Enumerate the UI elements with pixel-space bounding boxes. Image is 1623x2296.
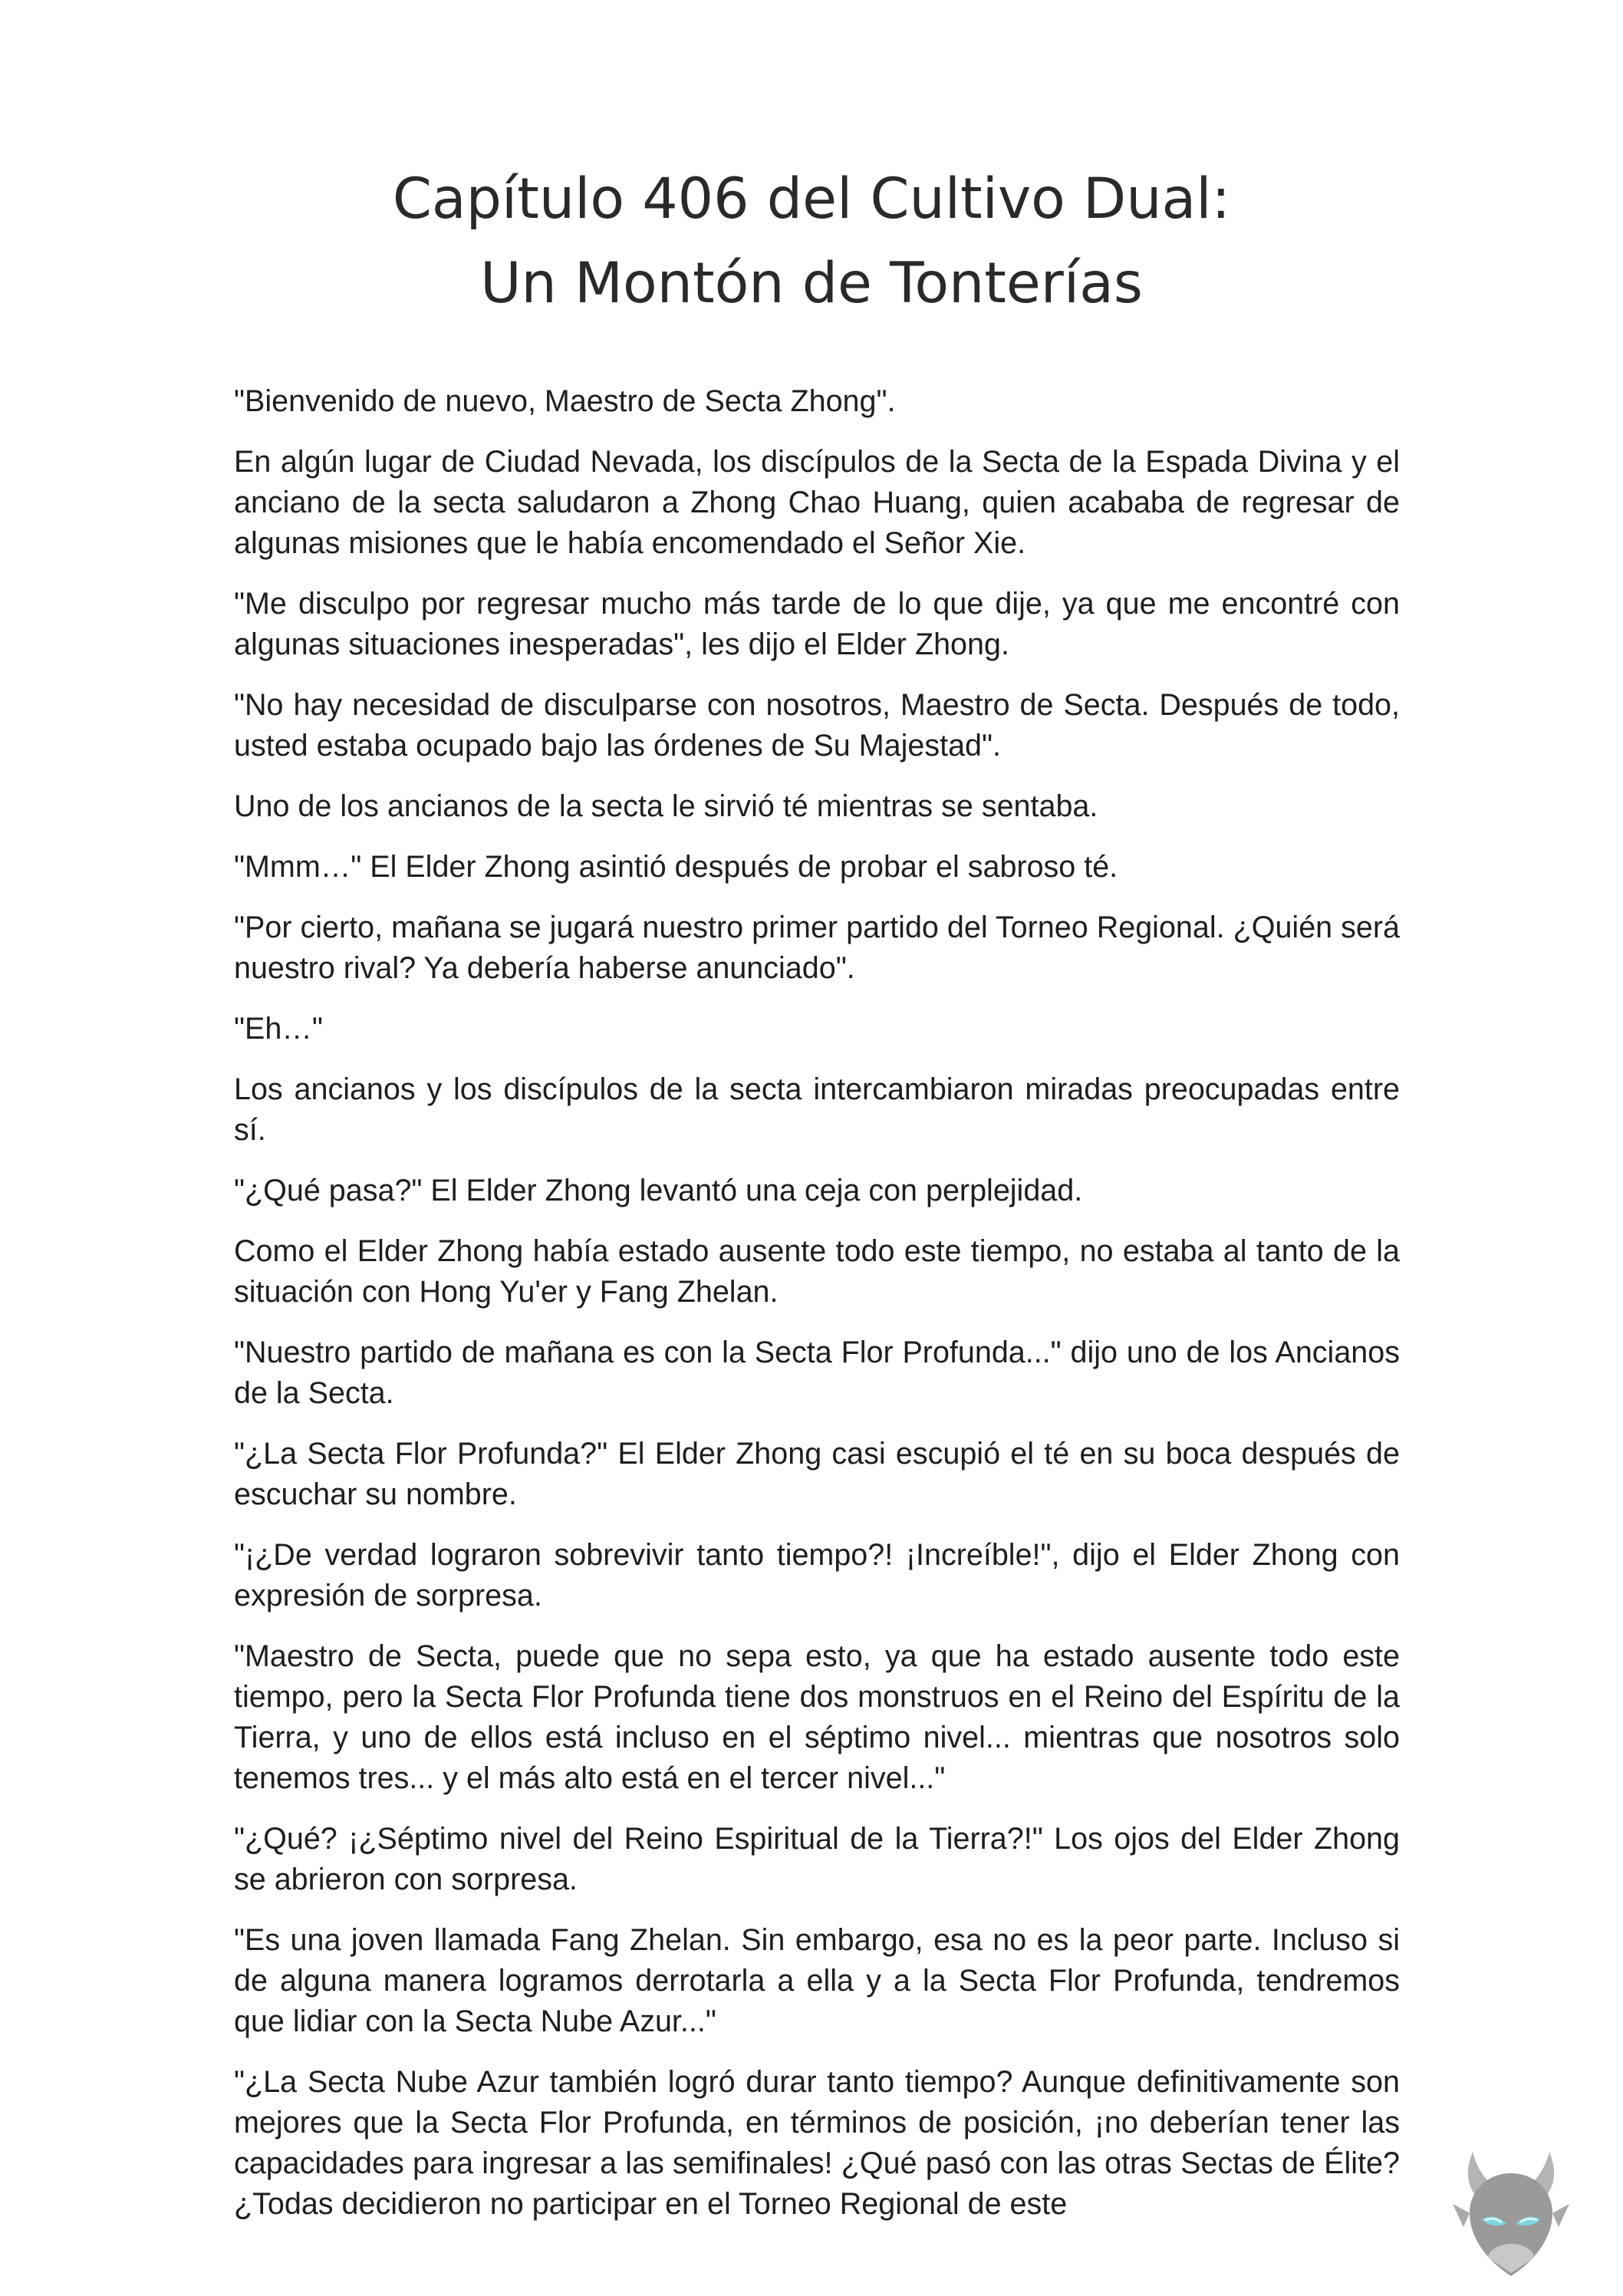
paragraph: "Eh…" <box>234 1012 323 1046</box>
paragraph: Uno de los ancianos de la secta le sirvió té mientras se sentaba. <box>234 789 1098 823</box>
paragraph: "No hay necesidad de disculparse con nosotros, Maestro de Secta. Después de todo, usted estaba ocupado bajo las órdenes de Su Majestad". <box>234 688 1400 763</box>
logo-face-shadow <box>1488 2244 1534 2273</box>
demon-head-logo-icon <box>1434 2129 1588 2282</box>
chapter-title <box>0 157 1623 326</box>
paragraph: "¡¿De verdad lograron sobrevivir tanto tiempo?! ¡Increíble!", dijo el Elder Zhong con expresión de sorpresa. <box>234 1538 1400 1612</box>
chapter-body <box>234 381 1400 2225</box>
paragraph: "¿La Secta Flor Profunda?" El Elder Zhong casi escupió el té en su boca después de escuchar su nombre. <box>234 1437 1400 1511</box>
paragraph: En algún lugar de Ciudad Nevada, los discípulos de la Secta de la Espada Divina y el anciano de la secta saludaron a Zhong Chao Huang, quien acababa de regresar de algunas misiones que le había encomendado el Señor Xie. <box>234 445 1400 560</box>
paragraph: "Bienvenido de nuevo, Maestro de Secta Zhong". <box>234 384 896 418</box>
paragraph: Como el Elder Zhong había estado ausente todo este tiempo, no estaba al tanto de la situación con Hong Yu'er y Fang Zhelan. <box>234 1234 1400 1309</box>
paragraph: "¿Qué pasa?" El Elder Zhong levantó una ceja con perplejidad. <box>234 1174 1083 1207</box>
paragraph: "¿Qué? ¡¿Séptimo nivel del Reino Espiritual de la Tierra?!" Los ojos del Elder Zhong se abrieron con sorpresa. <box>234 1822 1400 1896</box>
paragraph: Los ancianos y los discípulos de la secta intercambiaron miradas preocupadas entre sí. <box>234 1072 1400 1147</box>
paragraph: "Maestro de Secta, puede que no sepa esto, ya que ha estado ausente todo este tiempo, pero la Secta Flor Profunda tiene dos monstruos en el Reino del Espíritu de la Tierra, y uno de ellos está incluso en el séptimo nivel... mientras que nosotros solo tenemos tres... y el más alto está en el tercer nivel..." <box>234 1639 1400 1795</box>
paragraph: "Nuestro partido de mañana es con la Secta Flor Profunda..." dijo uno de los Ancianos de la Secta. <box>234 1336 1400 1410</box>
paragraph: "Por cierto, mañana se jugará nuestro primer partido del Torneo Regional. ¿Quién será nuestro rival? Ya debería haberse anunciado". <box>234 911 1400 985</box>
paragraph: "Me disculpo por regresar mucho más tarde de lo que dije, ya que me encontré con algunas situaciones inesperadas", les dijo el Elder Zhong. <box>234 587 1400 661</box>
demon-head-logo-svg <box>1434 2129 1588 2282</box>
chapter-title-line-1: Capítulo 406 del Cultivo Dual: <box>392 166 1231 232</box>
paragraph: "Es una joven llamada Fang Zhelan. Sin embargo, esa no es la peor parte. Incluso si de alguna manera logramos derrotarla a ella y a la Secta Flor Profunda, tendremos que lidiar con la Secta Nube Azur..." <box>234 1923 1400 2038</box>
paragraph: "¿La Secta Nube Azur también logró durar tanto tiempo? Aunque definitivamente son mejores que la Secta Flor Profunda, en términos de posición, ¡no deberían tener las capacidades para ingresar a las semifinales! ¿Qué pasó con las otras Sectas de Élite? ¿Todas decidieron no participar en el Torneo Regional de este <box>234 2065 1400 2221</box>
paragraph: "Mmm…" El Elder Zhong asintió después de probar el sabroso té. <box>234 850 1118 884</box>
chapter-title-line-2: Un Montón de Tonterías <box>480 251 1143 316</box>
logo-ear-right <box>1552 2204 1569 2227</box>
logo-ear-left <box>1453 2204 1470 2227</box>
